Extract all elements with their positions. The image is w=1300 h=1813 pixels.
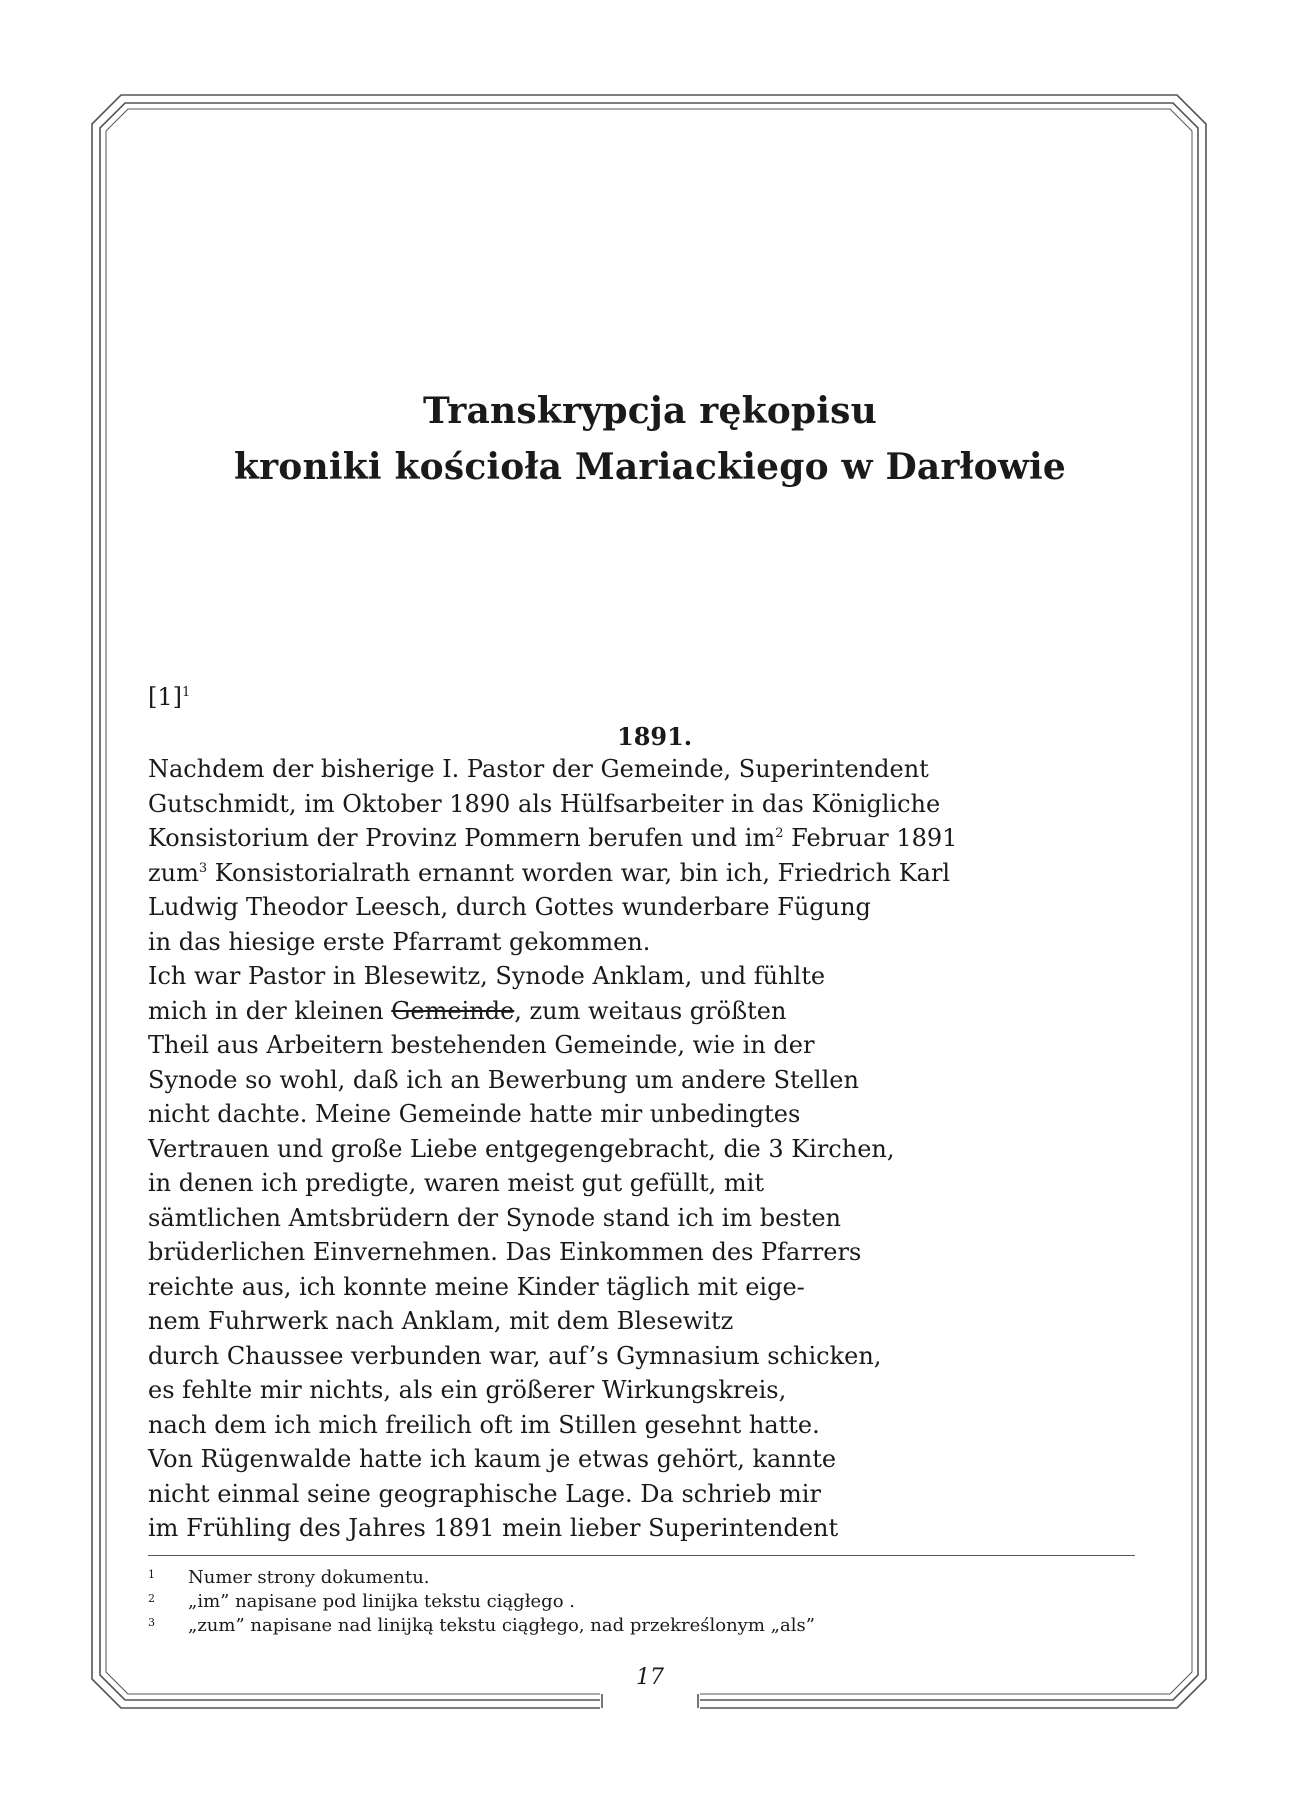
text-line-start: Theil aus Arbeitern bestehenden Gemeinde, wie in der [148, 1031, 815, 1059]
transcription-body [148, 752, 1148, 1546]
footnote-marker: 1 [182, 685, 191, 700]
text-line-start: nach dem ich mich freilich oft im Stillen gesehnt hatte. [148, 1410, 820, 1439]
text-line-start: Ich war Pastor in Blesewitz, Synode Anklam, und fühlte [148, 962, 826, 990]
text-line-start: brüderlichen Einvernehmen. Das Einkommen des Pfarrers [148, 1238, 862, 1266]
text-line-rest: Konsistorialrath ernannt worden war, bin ich, Friedrich Karl [207, 858, 951, 887]
text-line [148, 994, 1148, 1029]
text-line [148, 1408, 1148, 1443]
text-line [148, 1477, 1148, 1512]
text-line [148, 1339, 1148, 1374]
page-ref-label: [1] [148, 683, 182, 711]
text-line-start: nicht einmal seine geographische Lage. Da schrieb mir [148, 1479, 821, 1508]
text-line [148, 1097, 1148, 1132]
footnote-number: 1 [148, 1568, 155, 1581]
text-line [148, 1270, 1148, 1305]
text-line-start: in das hiesige erste Pfarramt gekommen. [148, 927, 651, 956]
text-line [148, 1166, 1148, 1201]
footnote-marker: 2 [775, 826, 784, 841]
text-line-start: mich in der kleinen [148, 996, 392, 1025]
footnote-divider [148, 1555, 1135, 1556]
text-line-start: Vertrauen und große Liebe entgegengebracht, die 3 Kirchen, [148, 1134, 895, 1163]
text-line [148, 1373, 1148, 1408]
footnote-text: „zum” napisane nad linijką tekstu ciągłego, nad przekreślonym „als” [188, 1615, 815, 1636]
text-line-start: nicht dachte. Meine Gemeinde hatte mir unbedingtes [148, 1100, 801, 1128]
manuscript-page-reference [148, 683, 190, 711]
footnote-number: 3 [148, 1616, 155, 1629]
text-line-rest: Februar 1891 [783, 824, 958, 852]
text-line-start: Ludwig Theodor Leesch, durch Gottes wunderbare Fügung [148, 893, 871, 921]
text-line [148, 959, 1148, 994]
text-line-start: Von Rügenwalde hatte ich kaum je etwas gehört, kannte [148, 1445, 837, 1473]
page-number: 17 [636, 1665, 664, 1690]
text-line-start: reichte aus, ich konnte meine Kinder täglich mit eige- [148, 1272, 805, 1301]
text-line-start: Synode so wohl, daß ich an Bewerbung um andere Stellen [148, 1065, 859, 1094]
year-heading: 1891. [617, 722, 693, 751]
text-line [148, 1511, 1148, 1546]
text-line-start: zum [148, 858, 199, 887]
text-line [148, 1442, 1148, 1477]
text-line [148, 856, 1148, 891]
footnote-marker: 3 [198, 860, 208, 876]
text-line-start: es fehlte mir nichts, als ein größerer Wirkungskreis, [148, 1376, 787, 1404]
text-line-start: Gutschmidt, im Oktober 1890 als Hülfsarbeiter in das Königliche [148, 789, 941, 818]
text-line [148, 1063, 1148, 1098]
text-line [148, 1304, 1148, 1339]
struck-word: Gemeinde [391, 996, 515, 1025]
text-line-rest: , zum weitaus größten [514, 996, 787, 1025]
text-line [148, 925, 1148, 960]
text-line-start: durch Chaussee verbunden war, auf’s Gymnasium schicken, [148, 1341, 882, 1370]
text-line-start: nem Fuhrwerk nach Anklam, mit dem Blesewitz [148, 1307, 734, 1335]
text-line [148, 890, 1148, 925]
footnote-text: „im” napisane pod linijka tekstu ciągłego . [188, 1591, 575, 1612]
footnote-number: 2 [148, 1592, 155, 1605]
document-title-line-2: kroniki kościoła Mariackiego w Darłowie [233, 446, 1067, 488]
text-line [148, 821, 1148, 856]
text-line [148, 787, 1148, 822]
text-line [148, 752, 1148, 787]
document-title-line-1: Transkrypcja rękopisu [422, 390, 878, 432]
footnote-text: Numer strony dokumentu. [188, 1567, 430, 1588]
text-line-start: in denen ich predigte, waren meist gut gefüllt, mit [148, 1169, 764, 1197]
text-line [148, 1132, 1148, 1167]
text-line-start: sämtlichen Amtsbrüdern der Synode stand ich im besten [148, 1203, 841, 1232]
text-line [148, 1235, 1148, 1270]
text-line-start: Konsistorium der Provinz Pommern berufen und im [148, 824, 776, 852]
text-line-start: Nachdem der bisherige I. Pastor der Gemeinde, Superintendent [148, 755, 929, 783]
text-line-start: im Frühling des Jahres 1891 mein lieber Superintendent [148, 1514, 839, 1542]
text-line [148, 1028, 1148, 1063]
text-line [148, 1201, 1148, 1236]
